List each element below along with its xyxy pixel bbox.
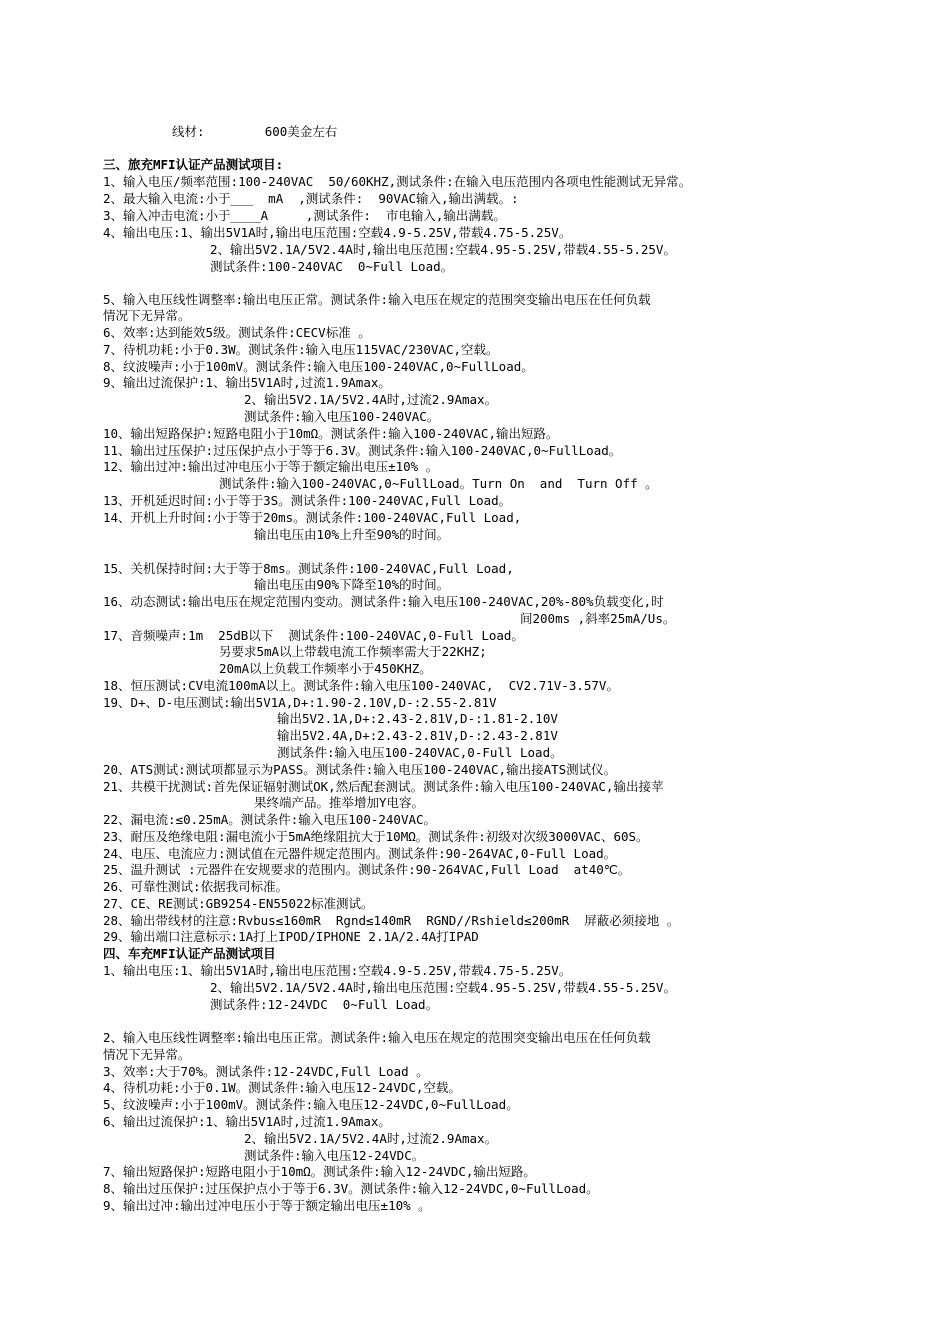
s3-item-22: 22、漏电流:≤0.25mA。测试条件:输入电压100-240VAC。 — [103, 812, 437, 827]
s3-item-15-cont: 输出电压由90%下降至10%的时间。 — [254, 577, 450, 592]
section-4-title: 四、车充MFI认证产品测试项目 — [103, 946, 276, 961]
s3-item-7: 7、待机功耗:小于0.3W。测试条件:输入电压115VAC/230VAC,空载。 — [103, 342, 499, 357]
s3-item-11: 11、输出过压保护:过压保护点小于等于6.3V。测试条件:输入100-240VAC,0~FullLoad。 — [103, 443, 622, 458]
s3-item-13: 13、开机延迟时间:小于等于3S。测试条件:100-240VAC,Full Load。 — [103, 493, 512, 508]
s3-item-19-cond: 测试条件:输入电压100-240VAC,0-Full Load。 — [277, 745, 563, 760]
s3-item-3: 3、输入冲击电流:小于____A ,测试条件: 市电输入,输出满载。 — [103, 208, 506, 223]
s3-item-19: 19、D+、D-电压测试:输出5V1A,D+:1.90-2.10V,D-:2.55-2.81V — [103, 695, 497, 710]
s4-item-8: 8、输出过压保护:过压保护点小于等于6.3V。测试条件:输入12-24VDC,0~FullLoad。 — [103, 1181, 599, 1196]
s4-item-1-cond: 测试条件:12-24VDC 0~Full Load。 — [210, 997, 439, 1012]
s3-item-1: 1、输入电压/频率范围:100-240VAC 50/60KHZ,测试条件:在输入电压范围内各项电性能测试无异常。 — [103, 174, 692, 189]
s3-item-5-cont: 情况下无异常。 — [103, 308, 191, 323]
s4-item-2-cont: 情况下无异常。 — [103, 1047, 191, 1062]
s4-item-1: 1、输出电压:1、输出5V1A时,输出电压范围:空载4.9-5.25V,带载4.75-5.25V。 — [103, 963, 572, 978]
s3-item-9-cont: 2、输出5V2.1A/5V2.4A时,过流2.9Amax。 — [244, 392, 498, 407]
s3-item-8: 8、纹波噪声:小于100mV。测试条件:输入电压100-240VAC,0~FullLoad。 — [103, 359, 534, 374]
s3-item-28: 28、输出带线材的注意:Rvbus≤160mR Rgnd≤140mR RGND//Rshield≤200mR 屏蔽必须接地 。 — [103, 913, 680, 928]
s3-item-2: 2、最大输入电流:小于___ mA ,测试条件: 90VAC输入,输出满载。: — [103, 191, 519, 206]
s3-item-21-cont: 果终端产品。推举增加Y电容。 — [254, 795, 425, 810]
s4-item-6: 6、输出过流保护:1、输出5V1A时,过流1.9Amax。 — [103, 1114, 391, 1129]
s3-item-20: 20、ATS测试:测试项都显示为PASS。测试条件:输入电压100-240VAC,输出接ATS测试仪。 — [103, 762, 617, 777]
s4-item-6-cont: 2、输出5V2.1A/5V2.4A时,过流2.9Amax。 — [244, 1131, 498, 1146]
s3-item-21: 21、共模干扰测试:首先保证辐射测试OK,然后配套测试。测试条件:输入电压100-240VAC,输出接苹 — [103, 779, 664, 794]
s3-item-10: 10、输出短路保护:短路电阻小于10mΩ。测试条件:输入100-240VAC,输出短路。 — [103, 426, 559, 441]
s3-item-17-cont2: 20mA以上负载工作频率小于450KHZ。 — [219, 661, 432, 676]
s3-item-6: 6、效率:达到能效5级。测试条件:CECV标准 。 — [103, 325, 371, 340]
s3-item-19-cont1: 输出5V2.1A,D+:2.43-2.81V,D-:1.81-2.10V — [277, 711, 558, 726]
s3-item-14: 14、开机上升时间:小于等于20ms。测试条件:100-240VAC,Full Load, — [103, 510, 522, 525]
s3-item-23: 23、耐压及绝缘电阻:漏电流小于5mA绝缘阻抗大于10MΩ。测试条件:初级对次级3000VAC、60S。 — [103, 829, 649, 844]
s4-item-4: 4、待机功耗:小于0.1W。测试条件:输入电压12-24VDC,空载。 — [103, 1080, 461, 1095]
s3-item-12-cond: 测试条件:输入100-240VAC,0~FullLoad。Turn On and Turn Off 。 — [219, 476, 658, 491]
s4-item-7: 7、输出短路保护:短路电阻小于10mΩ。测试条件:输入12-24VDC,输出短路。 — [103, 1164, 536, 1179]
s3-item-14-cont: 输出电压由10%上升至90%的时间。 — [254, 527, 450, 542]
s4-item-9: 9、输出过冲:输出过冲电压小于等于额定输出电压±10% 。 — [103, 1198, 431, 1213]
s3-item-19-cont2: 输出5V2.4A,D+:2.43-2.81V,D-:2.43-2.81V — [277, 728, 558, 743]
s4-item-2: 2、输入电压线性调整率:输出电压正常。测试条件:输入电压在规定的范围突变输出电压在任何负载 — [103, 1030, 651, 1045]
s3-item-26: 26、可靠性测试:依据我司标准。 — [103, 879, 289, 894]
section-3-title: 三、旅充MFI认证产品测试项目: — [103, 157, 284, 172]
s4-item-6-cond: 测试条件:输入电压12-24VDC。 — [244, 1148, 425, 1163]
s3-item-16: 16、动态测试:输出电压在规定范围内变动。测试条件:输入电压100-240VAC,20%-80%负载变化,时 — [103, 594, 664, 609]
s3-item-4-cond: 测试条件:100-240VAC 0~Full Load。 — [210, 259, 454, 274]
s3-item-17: 17、音频噪声:1m 25dB以下 测试条件:100-240VAC,0-Full Load。 — [103, 628, 524, 643]
s3-item-17-cont1: 另要求5mA以上带载电流工作频率需大于22KHZ; — [219, 644, 487, 659]
s4-item-1-cont: 2、输出5V2.1A/5V2.4A时,输出电压范围:空载4.95-5.25V,带载4.55-5.25V。 — [210, 980, 676, 995]
s3-item-16-cont: 间200ms ,斜率25mA/Us。 — [520, 611, 676, 626]
s3-item-25: 25、温升测试 :元器件在安规要求的范围内。测试条件:90-264VAC,Full Load at40℃。 — [103, 862, 631, 877]
s4-item-3: 3、效率:大于70%。测试条件:12-24VDC,Full Load 。 — [103, 1064, 429, 1079]
s3-item-5: 5、输入电压线性调整率:输出电压正常。测试条件:输入电压在规定的范围突变输出电压在任何负载 — [103, 292, 651, 307]
cable-cost-line: 线材: 600美金左右 — [172, 124, 338, 139]
s3-item-29: 29、输出端口注意标示:1A打上IPOD/IPHONE 2.1A/2.4A打IPAD — [103, 929, 479, 944]
s3-item-4: 4、输出电压:1、输出5V1A时,输出电压范围:空载4.9-5.25V,带载4.75-5.25V。 — [103, 225, 572, 240]
s3-item-9: 9、输出过流保护:1、输出5V1A时,过流1.9Amax。 — [103, 375, 391, 390]
s3-item-4-cont: 2、输出5V2.1A/5V2.4A时,输出电压范围:空载4.95-5.25V,带载4.55-5.25V。 — [210, 242, 676, 257]
s4-item-5: 5、纹波噪声:小于100mV。测试条件:输入电压12-24VDC,0~FullLoad。 — [103, 1097, 519, 1112]
s3-item-12: 12、输出过冲:输出过冲电压小于等于额定输出电压±10% 。 — [103, 459, 439, 474]
s3-item-9-cond: 测试条件:输入电压100-240VAC。 — [244, 409, 440, 424]
s3-item-15: 15、关机保持时间:大于等于8ms。测试条件:100-240VAC,Full Load, — [103, 561, 514, 576]
s3-item-24: 24、电压、电流应力:测试值在元器件规定范围内。测试条件:90-264VAC,0-Full Load。 — [103, 846, 617, 861]
s3-item-27: 27、CE、RE测试:GB9254-EN55022标准测试。 — [103, 896, 374, 911]
s3-item-18: 18、恒压测试:CV电流100mA以上。测试条件:输入电压100-240VAC, CV2.71V-3.57V。 — [103, 678, 619, 693]
